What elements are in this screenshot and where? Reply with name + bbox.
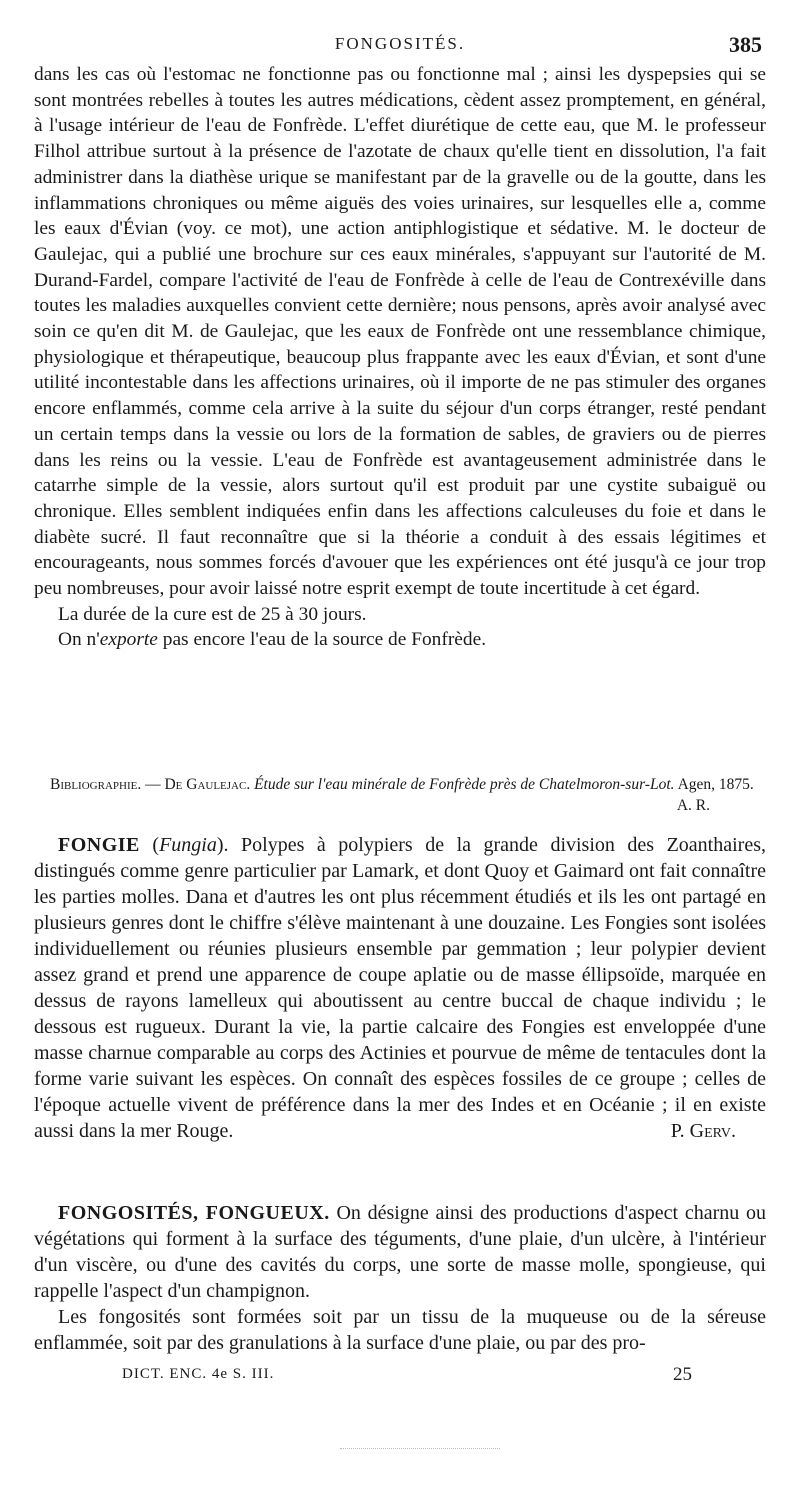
entry-latin-name: Fungia xyxy=(159,834,217,856)
article-paragraph xyxy=(34,627,766,653)
entry-paragraph xyxy=(34,1200,766,1304)
text-fragment: On n' xyxy=(58,629,100,651)
entry-headword: FONGOSITÉS, FONGUEUX. xyxy=(58,1202,330,1224)
continued-article xyxy=(34,62,766,653)
entry-headword: FONGIE xyxy=(58,834,140,856)
entry-text: Polypes à polypiers de la grande division des Zoanthaires, distingués comme genre particulier par Lamark, et dont Quoy et Gaimard ont fait connaître les parties molles. Dana et d'autres les ont plus récemment étudiés et ils les ont partagé en plusieurs genres dont le chiffre s'élève maintenant à une douzaine. Les Fongies sont isolées individuellement ou réunies plusieurs ensemble par gemmation ; leur polypier devient assez grand et prend une apparence de coupe aplatie ou de masse éllipsoïde, marquée en dessus de rayons lamelleux qui aboutissent au centre buccal de chaque individu ; le dessous est rugueux. Durant la vie, la partie calcaire des Fongies est enveloppée d'une masse charnue comparable au corps des Actinies et pourvue de même de tentacules dont la forme varie suivant les espèces. On connaît des espèces fossiles de ce groupe ; celles de l'époque actuelle vivent de préférence dans la mer des Indes et en Océanie ; il en existe aussi dans la mer Rouge. xyxy=(34,834,766,1142)
entry-author: P. Gerv. xyxy=(670,1120,736,1142)
entry-paragraph: FONGIE (Fungia). Polypes à polypiers de la grande division des Zoanthaires, distingués comme genre particulier par Lamark, et dont Quoy et Gaimard ont fait connaître les parties molles. Dana et d'autres les ont plus récemment étudiés et ils les ont partagé en plusieurs genres dont le chiffre s'élève maintenant à une douzaine. Les Fongies sont isolées individuellement ou réunies plusieurs ensemble par gemmation ; leur polypier devient assez grand et prend une apparence de coupe aplatie ou de masse éllipsoïde, marquée en dessus de rayons lamelleux qui aboutissent au centre buccal de chaque individu ; le dessous est rugueux. Durant la vie, la partie calcaire des Fongies est enveloppée d'une masse charnue comparable au corps des Actinies et pourvue de même de tentacules dont la forme varie suivant les espèces. On connaît des espèces fossiles de ce groupe ; celles de l'époque actuelle vivent de préférence dans la mer des Indes et en Océanie ; il en existe aussi dans la mer Rouge. P. Gerv. xyxy=(34,834,766,1142)
text-fragment: pas encore l'eau de la source de Fonfrède. xyxy=(157,629,487,651)
running-title: FONGOSITÉS. xyxy=(334,34,466,53)
page-footer xyxy=(122,1366,692,1383)
page-header xyxy=(0,30,800,60)
entry-fongosites xyxy=(34,1200,766,1356)
emphasis: exporte xyxy=(99,629,158,651)
entry-fongie xyxy=(34,832,766,1144)
page-number: 385 xyxy=(729,32,762,57)
bibliography-title: Étude sur l'eau minérale de Fonfrède près de Chatelmoron-sur-Lot. xyxy=(254,776,675,793)
bibliography-author: A. R. xyxy=(676,797,710,814)
bibliography xyxy=(50,774,762,816)
printer-signature: DICT. ENC. 4e S. III. xyxy=(122,1366,275,1382)
article-paragraph: dans les cas où l'estomac ne fonctionne pas ou fonctionne mal ; ainsi les dyspepsies qui se sont montrées rebelles à toutes les autres médications, cèdent assez promptement, en général, à l'usage intérieur de l'eau de Fonfrède. L'effet diurétique de cette eau, que M. le professeur Filhol attribue surtout à la présence de l'azotate de chaux qu'elle tient en dissolution, l'a fait administrer dans la diathèse urique se manifestant par de la gravelle ou de la goutte, dans les inflammations chroniques ou même aiguës des voies urinaires, sur lesquelles elle a, comme les eaux d'Évian (voy. ce mot), une action antiphlogistique et sédative. M. le docteur de Gaulejac, qui a publié une brochure sur ces eaux minérales, s'appuyant sur l'autorité de M. Durand-Fardel, compare l'activité de l'eau de Fonfrède à celle de l'eau de Contrexéville dans toutes les maladies auxquelles convient cette dernière; nous pensons, après avoir analysé avec soin ce qu'en dit M. de Gaulejac, que les eaux de Fonfrède ont une ressemblance chimique, physiologique et thérapeutique, beaucoup plus frappante avec les eaux d'Évian, et sont d'une utilité incontestable dans les affections urinaires, où il importe de ne pas stimuler des organes encore enflammés, comme cela arrive à la suite du séjour d'un corps étranger, resté pendant un certain temps dans la vessie ou lors de la formation de sables, de graviers ou de pierres dans les reins ou la vessie. L'eau de Fonfrède est avantageusement administrée dans le catarrhe simple de la vessie, alors surtout qu'il est produit par une cystite subaiguë ou chronique. Elles semblent indiquées enfin dans les affections calculeuses du foie et dans le diabète sucré. Il faut reconnaître que si la théorie a conduit à des essais légitimes et encourageants, nous sommes forcés d'avouer que les expériences ont été jusqu'à ce jour trop peu nombreuses, pour avoir laissé notre esprit exempt de toute incertitude à cet égard. xyxy=(34,64,766,600)
bottom-divider xyxy=(340,1448,500,1453)
article-paragraph: La durée de la cure est de 25 à 30 jours. xyxy=(58,603,367,625)
bibliography-label: Bibliographie. — De Gaulejac. xyxy=(50,776,251,793)
sheet-number: 25 xyxy=(673,1364,692,1385)
bibliography-place-year: Agen, 1875. xyxy=(677,776,754,793)
entry-paragraph: Les fongosités sont formées soit par un tissu de la muqueuse ou de la séreuse enflammée, soit par des granulations à la surface d'une plaie, ou par des pro- xyxy=(34,1306,766,1354)
entry-text: On désigne ainsi des productions d'aspect charnu ou végétations qui forment à la surface des téguments, d'une plaie, d'un ulcère, à l'intérieur d'un viscère, ou d'une des cavités du corps, une sorte de masse molle, spongieuse, qui rappelle l'aspect d'un champignon. xyxy=(34,1202,766,1302)
